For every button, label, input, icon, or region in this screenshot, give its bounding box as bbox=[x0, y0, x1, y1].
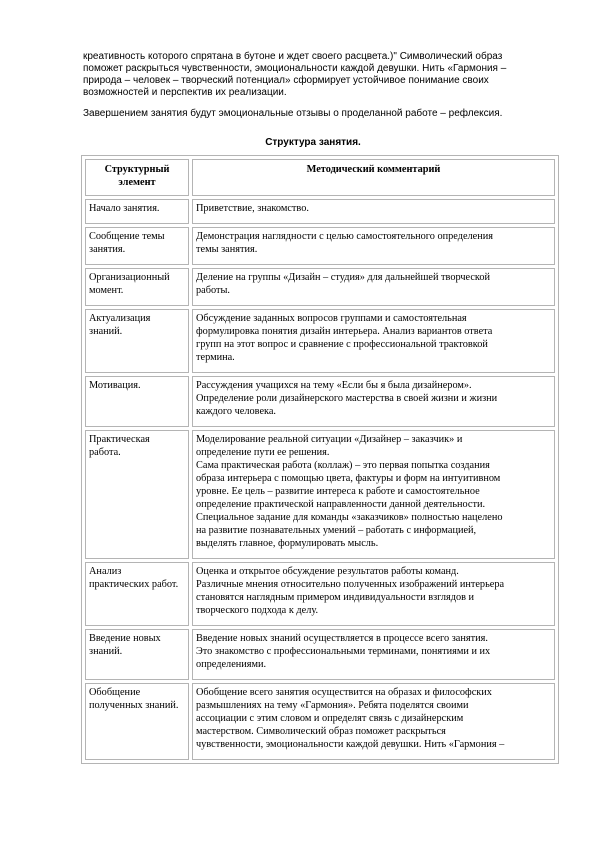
methodical-comment-text: определениями. bbox=[196, 659, 267, 670]
methodical-comment-text: творческого подхода к делу. bbox=[196, 605, 319, 616]
methodical-comment-text: Моделирование реальной ситуации «Дизайнер – заказчик» и bbox=[196, 434, 463, 445]
methodical-comment-cell bbox=[192, 629, 555, 680]
methodical-comment-text: уровне. Ее цель – развитие интереса к работе и самостоятельное bbox=[196, 486, 480, 497]
structural-element-text: Актуализация bbox=[89, 313, 151, 324]
methodical-comment-text: определение пути ее решения. bbox=[196, 447, 330, 458]
structural-element-text: Начало занятия. bbox=[89, 203, 160, 214]
table-row bbox=[85, 268, 555, 306]
intro-paragraph-1 bbox=[83, 51, 543, 99]
methodical-comment-text: Специальное задание для команды «заказчиков» полностью нацелено bbox=[196, 512, 503, 523]
methodical-comment-cell bbox=[192, 562, 555, 626]
methodical-comment-text: на развитие познавательных умений – работать с информацией, bbox=[196, 525, 477, 536]
methodical-comment-text: мастерством. Символический образ поможет раскрыться bbox=[196, 726, 446, 737]
table-row bbox=[85, 683, 555, 760]
structural-element-text: знаний. bbox=[89, 646, 123, 657]
methodical-comment-text: Различные мнения относительно полученных изображений интерьера bbox=[196, 579, 505, 590]
methodical-comment-text: выделять главное, формулировать мысль. bbox=[196, 538, 379, 549]
structural-element-cell bbox=[85, 629, 189, 680]
table-row bbox=[85, 227, 555, 265]
methodical-comment-text: каждого человека. bbox=[196, 406, 277, 417]
methodical-comment-text: чувственности, эмоциональности каждой девушки. Нить «Гармония – bbox=[196, 739, 505, 750]
methodical-comment-cell bbox=[192, 199, 555, 224]
methodical-comment-text: образа интерьера с помощью цвета, фактуры и форм на интуитивном bbox=[196, 473, 501, 484]
table-row bbox=[85, 430, 555, 559]
structural-element-cell bbox=[85, 199, 189, 224]
structural-element-text: знаний. bbox=[89, 326, 123, 337]
structural-element-cell bbox=[85, 268, 189, 306]
structural-element-text: практических работ. bbox=[89, 579, 179, 590]
methodical-comment-text: Обсуждение заданных вопросов группами и самостоятельная bbox=[196, 313, 467, 324]
intro-line: природа – человек – творческий потенциал» сформирует устойчивое понимание своих bbox=[83, 75, 489, 86]
methodical-comment-cell bbox=[192, 376, 555, 427]
structural-element-text: полученных знаний. bbox=[89, 700, 179, 711]
intro-text bbox=[83, 51, 543, 120]
structural-element-text: Обобщение bbox=[89, 687, 141, 698]
structural-element-cell bbox=[85, 562, 189, 626]
methodical-comment-text: Приветствие, знакомство. bbox=[196, 203, 309, 214]
methodical-comment-text: темы занятия. bbox=[196, 244, 258, 255]
structural-element-text: Практическая bbox=[89, 434, 150, 445]
methodical-comment-cell bbox=[192, 268, 555, 306]
methodical-comment-text: формулировка понятия дизайн интерьера. Анализ вариантов ответа bbox=[196, 326, 493, 337]
header-structural-element bbox=[85, 159, 189, 196]
structural-element-cell bbox=[85, 376, 189, 427]
header-methodical-comment: Методический комментарий bbox=[192, 159, 555, 196]
table-row bbox=[85, 629, 555, 680]
methodical-comment-text: Демонстрация наглядности с целью самостоятельного определения bbox=[196, 231, 494, 242]
table-body bbox=[85, 199, 555, 760]
methodical-comment-text: Деление на группы «Дизайн – студия» для дальнейшей творческой bbox=[196, 272, 491, 283]
methodical-comment-text: Это знакомство с профессиональными терминами, понятиями и их bbox=[196, 646, 491, 657]
table-row bbox=[85, 309, 555, 373]
table-row bbox=[85, 376, 555, 427]
methodical-comment-text: Сама практическая работа (коллаж) – это первая попытка создания bbox=[196, 460, 490, 471]
header-text: элемент bbox=[118, 177, 156, 188]
methodical-comment-cell bbox=[192, 430, 555, 559]
intro-line: поможет раскрыться чувственности, эмоциональности каждой девушки. Нить «Гармония – bbox=[83, 63, 507, 74]
structural-element-cell bbox=[85, 227, 189, 265]
table-row bbox=[85, 199, 555, 224]
structural-element-text: Организационный bbox=[89, 272, 170, 283]
intro-paragraph-2: Завершением занятия будут эмоциональные отзывы о проделанной работе – рефлексия. bbox=[83, 108, 503, 119]
methodical-comment-text: работы. bbox=[196, 285, 230, 296]
methodical-comment-cell bbox=[192, 227, 555, 265]
table-row bbox=[85, 562, 555, 626]
structural-element-text: занятия. bbox=[89, 244, 126, 255]
methodical-comment-cell bbox=[192, 683, 555, 760]
intro-line: креативность которого спрятана в бутоне и ждет своего расцвета.)" Символический образ bbox=[83, 51, 503, 62]
structural-element-text: работа. bbox=[89, 447, 121, 458]
methodical-comment-text: групп на этот вопрос и сравнение с профессиональной трактовкой bbox=[196, 339, 488, 350]
structural-element-text: момент. bbox=[89, 285, 124, 296]
methodical-comment-text: Введение новых знаний осуществляется в процессе всего занятия. bbox=[196, 633, 488, 644]
table-caption: Структура занятия. bbox=[265, 137, 361, 148]
structural-element-cell bbox=[85, 430, 189, 559]
structural-element-text: Введение новых bbox=[89, 633, 161, 644]
methodical-comment-text: ассоциации с этим словом и определят связь с дизайнерским bbox=[196, 713, 464, 724]
methodical-comment-text: Рассуждения учащихся на тему «Если бы я была дизайнером». bbox=[196, 380, 472, 391]
header-text: Структурный bbox=[104, 164, 170, 175]
methodical-comment-text: термина. bbox=[196, 352, 235, 363]
structural-element-cell bbox=[85, 309, 189, 373]
structural-element-text: Анализ bbox=[89, 566, 122, 577]
methodical-comment-cell bbox=[192, 309, 555, 373]
lesson-structure-table bbox=[81, 155, 559, 764]
methodical-comment-text: Определение роли дизайнерского мастерства в своей жизни и жизни bbox=[196, 393, 498, 404]
methodical-comment-text: Оценка и открытое обсуждение результатов работы команд. bbox=[196, 566, 459, 577]
structural-element-text: Сообщение темы bbox=[89, 231, 165, 242]
methodical-comment-text: определение практической направленности данной деятельности. bbox=[196, 499, 486, 510]
table-header-row bbox=[85, 159, 555, 196]
methodical-comment-text: размышлениях на тему «Гармония». Ребята поделятся своими bbox=[196, 700, 469, 711]
methodical-comment-text: становятся наглядным примером индивидуальности взглядов и bbox=[196, 592, 475, 603]
structural-element-cell bbox=[85, 683, 189, 760]
methodical-comment-text: Обобщение всего занятия осуществится на образах и философских bbox=[196, 687, 492, 698]
structural-element-text: Мотивация. bbox=[89, 380, 141, 391]
intro-line: возможностей и перспектив их реализации. bbox=[83, 87, 287, 98]
